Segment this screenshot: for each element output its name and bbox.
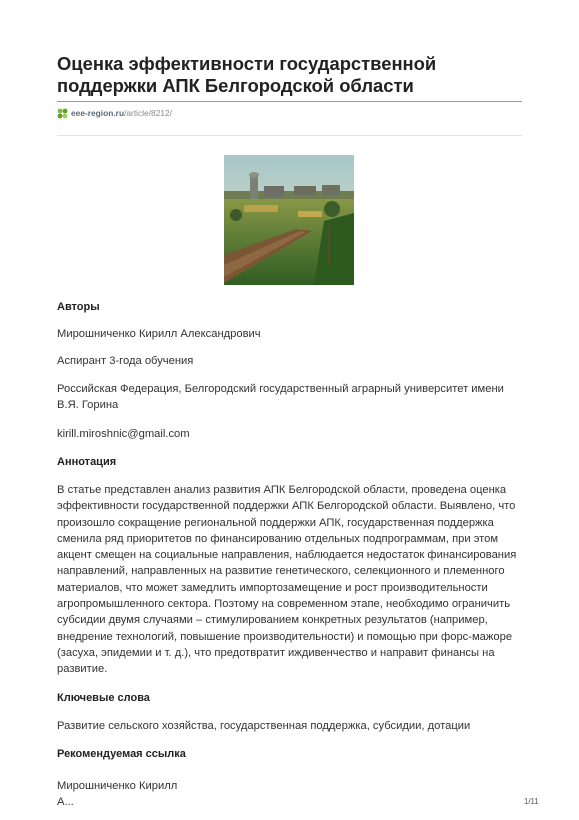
article-title: Оценка эффективности государственной поддержки АПК Белгородской области <box>57 53 437 96</box>
source-domain[interactable]: eee-region.ru <box>71 108 125 118</box>
citation-text <box>57 771 197 808</box>
page-number: 1/11 <box>524 797 539 806</box>
author-name: Мирошниченко Кирилл Александрович <box>57 328 261 340</box>
abstract-text: В статье представлен анализ развития АПК Белгородской области, проведена оценка эффективности государственной поддержки АПК Белгородской области. Выявлено, что произошло сокращение региональной поддержки АПК, государственная поддержка сменила ряд приоритетов по финансированию отдельных подпрограммам, при этом акцент смещен на социальные направления, наблюдается недостаток финансирования направлений, направленных на развитие генетического, селекционного и племенного материалов, что может замедлить импортозамещение и рост производительности агропромышленного сектора. Поэтому на современном этапе, необходимо ограничить субсидии двумя случаями – стимулированием конкретных результатов (например, внедрение технологий, повышение производительности) и помощью при форс-мажоре (засуха, эпидемии и т. д.), что предотвратит иждивенчество и направит финансы на развитие. <box>57 484 517 676</box>
keywords-text: Развитие сельского хозяйства, государственная поддержка, субсидии, дотации <box>57 720 471 732</box>
article-illustration <box>224 155 354 285</box>
source-link[interactable] <box>57 107 172 119</box>
title-divider <box>57 101 522 102</box>
author-position: Аспирант 3-года обучения <box>57 355 194 367</box>
source-path[interactable]: /article/8212/ <box>124 108 173 118</box>
header-divider <box>57 135 522 136</box>
citation-text-partial: Мирошниченко Кирилл А... <box>57 780 178 808</box>
abstract-heading: Аннотация <box>57 456 117 468</box>
author-affiliation: Российская Федерация, Белгородский государственный аграрный университет имени В.Я. Горина <box>57 383 504 412</box>
author-email[interactable]: kirill.miroshnic@gmail.com <box>57 428 190 440</box>
citation-heading: Рекомендуемая ссылка <box>57 748 186 760</box>
site-logo-icon <box>57 108 68 119</box>
keywords-heading: Ключевые слова <box>57 692 150 704</box>
authors-heading: Авторы <box>57 301 100 313</box>
